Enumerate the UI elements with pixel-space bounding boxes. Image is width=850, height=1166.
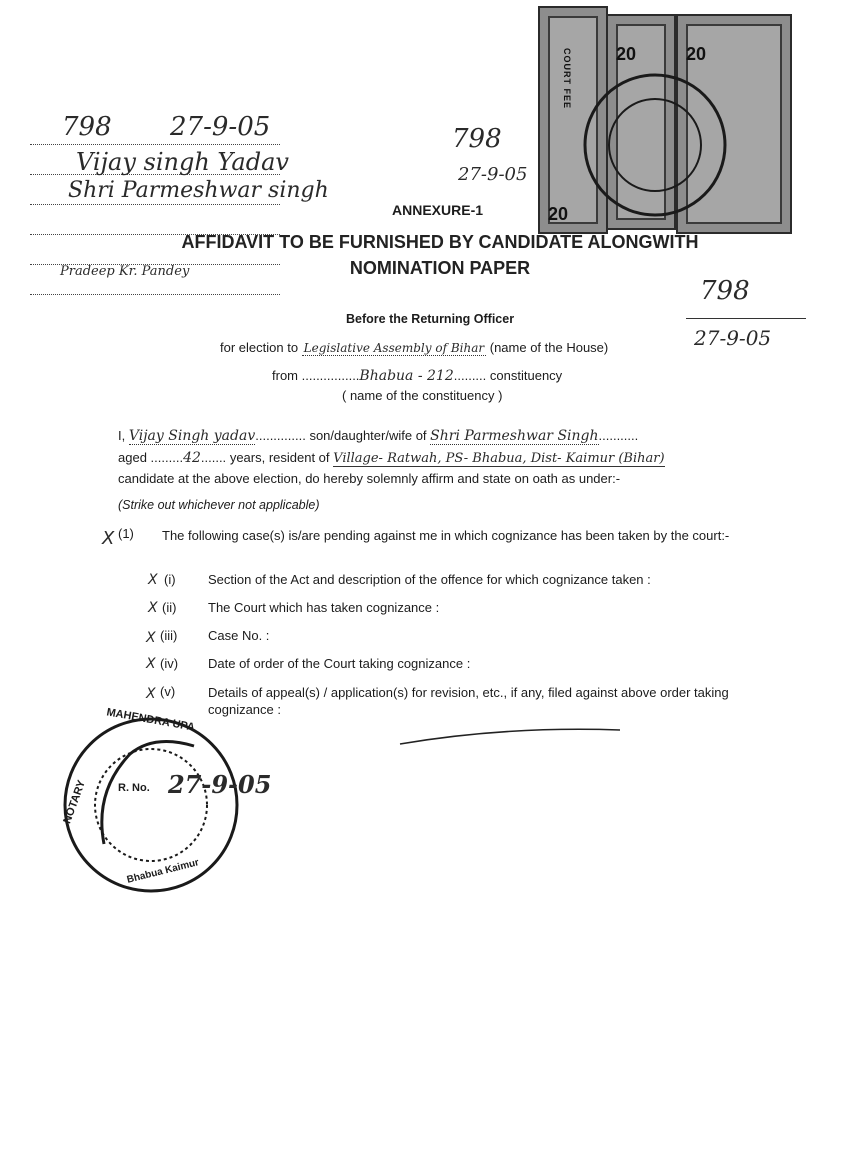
handwritten-date: 27-9-05 — [458, 164, 528, 185]
subitem-text: Date of order of the Court taking cognizance : — [208, 656, 471, 671]
constituency-prefix: from — [272, 368, 298, 383]
stamp-value: 20 — [616, 44, 637, 64]
declarant-age: 42 — [183, 450, 201, 466]
declarant-i: I, — [118, 428, 126, 443]
seal-top-text: MAHENDRA UPA — [105, 706, 196, 734]
declarant-aged: aged — [118, 450, 147, 465]
stamp-candidate-name: Vijay singh Yadav — [76, 148, 289, 176]
strike-mark: X — [146, 630, 156, 646]
stamp-serial-number: 798 — [62, 112, 112, 142]
declarant-dots: .............. — [255, 428, 306, 443]
item-number: (1) — [118, 526, 134, 541]
pen-stroke — [396, 720, 626, 750]
strike-mark: X — [148, 572, 158, 588]
house-name-filled: Legislative Assembly of Bihar — [303, 341, 485, 355]
seal-bottom-text: Bhabua Kaimur — [125, 857, 201, 886]
seal-regno: R. No. — [118, 782, 150, 794]
strike-note: (Strike out whichever not applicable) — [118, 498, 320, 512]
declarant-years: years, resident of — [229, 450, 330, 465]
stamp-rule — [30, 144, 280, 145]
handwritten-number: 798 — [452, 124, 502, 154]
subitem-text: Details of appeal(s) / application(s) for revision, etc., if any, filed against above order taking cognizance : — [208, 685, 729, 717]
annexure-label: ANNEXURE-1 — [392, 202, 484, 218]
document-title: AFFIDAVIT TO BE FURNISHED BY CANDIDATE ALONGWITH — [181, 232, 699, 252]
item-text: The following case(s) is/are pending against me in which cognizance has been taken by the court:- — [162, 528, 730, 543]
margin-rule — [686, 318, 806, 319]
seal-signed-date: 27-9-05 — [168, 770, 272, 799]
declarant-dots: ....... — [200, 450, 227, 465]
strike-mark: X — [148, 600, 158, 616]
stamp-rule — [30, 294, 280, 295]
margin-date: 27-9-05 — [694, 326, 772, 350]
stamp-value: 20 — [686, 44, 707, 64]
constituency-line — [272, 368, 632, 384]
election-prefix: for election to — [220, 340, 299, 355]
declarant-father: Shri Parmeshwar Singh — [430, 428, 599, 444]
subitem-text: The Court which has taken cognizance : — [208, 600, 440, 615]
declarant-name: Vijay Singh yadav — [128, 428, 256, 444]
constituency-caption: ( name of the constituency ) — [342, 388, 503, 403]
subitem-number: (v) — [160, 684, 176, 699]
constituency-dots: ................ — [301, 368, 360, 383]
subitem-number: (ii) — [162, 600, 177, 615]
declarant-address: Village- Ratwah, PS- Bhabua, Dist- Kaimur (Bihar) — [333, 451, 665, 466]
stamp-rule — [30, 204, 280, 205]
subitem-text: Section of the Act and description of the offence for which cognizance taken : — [208, 572, 651, 587]
declarant-closing: candidate at the above election, do hereby solemnly affirm and state on oath as under:- — [118, 471, 621, 486]
returning-officer-line: Before the Returning Officer — [346, 312, 515, 326]
seal-over-stamps — [570, 60, 740, 230]
election-line — [220, 340, 700, 355]
declarant-dots: ........... — [598, 428, 639, 443]
constituency-filled: Bhabua - 212 — [359, 368, 454, 384]
declarant-relation: son/daughter/wife of — [309, 428, 427, 443]
strike-mark: X — [102, 528, 115, 549]
stamp-father-name: Shri Parmeshwar singh — [68, 178, 329, 203]
seal-left-text: NOTARY — [61, 778, 88, 826]
subitem-text: Case No. : — [208, 628, 270, 643]
margin-number: 798 — [700, 276, 750, 306]
stamp-presenter-name: Pradeep Kr. Pandey — [60, 264, 190, 279]
declarant-dots: ......... — [150, 450, 184, 465]
strike-mark: X — [146, 656, 156, 672]
stamp-date: 27-9-05 — [170, 112, 271, 142]
document-title-line2: NOMINATION PAPER — [349, 258, 531, 278]
subitem-number: (iv) — [160, 656, 179, 671]
subitem-number: (i) — [164, 572, 176, 587]
declarant-line-2 — [118, 450, 818, 466]
strike-mark: X — [146, 686, 156, 702]
subitem-number: (iii) — [160, 628, 178, 643]
constituency-suffix: constituency — [489, 368, 563, 383]
constituency-dots: ......... — [453, 368, 487, 383]
declarant-line-1 — [118, 428, 798, 444]
stamp-caption: COURT FEE — [562, 48, 572, 110]
election-suffix: (name of the House) — [489, 340, 609, 355]
stamp-value: 20 — [548, 204, 569, 224]
